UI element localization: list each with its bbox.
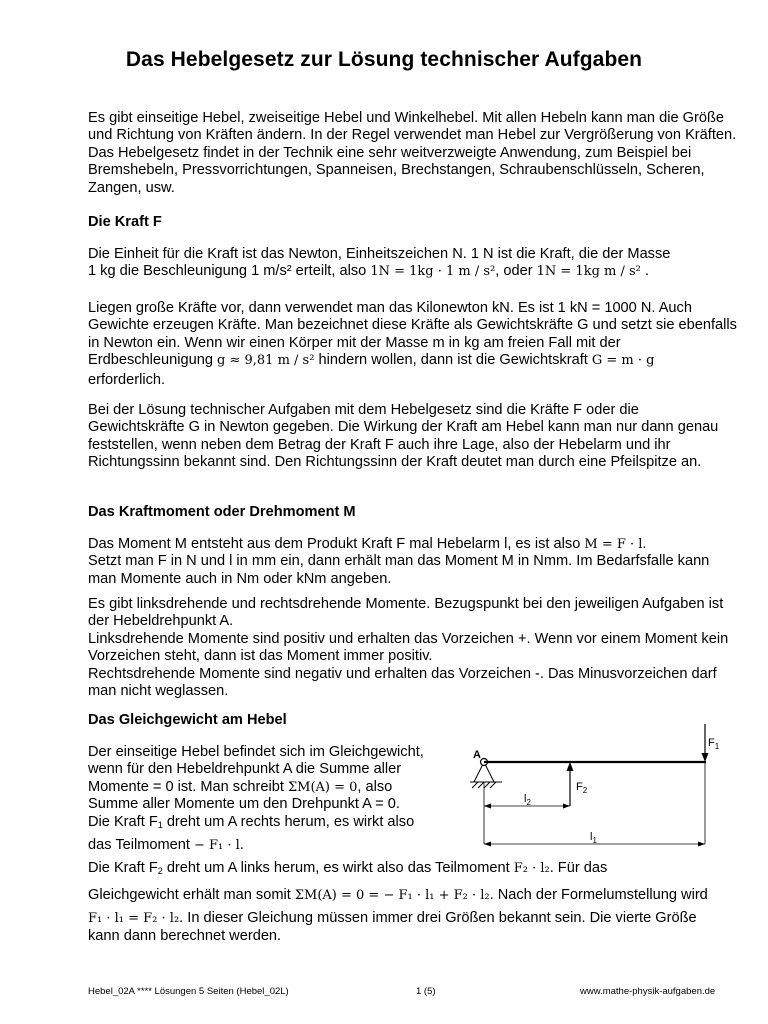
force-f2-subscript: 2 (582, 786, 588, 795)
text-span: . In dieser Gleichung müssen immer drei Größen bekannt sein. Die vierte Größe (179, 910, 697, 927)
dimension-l1-label (590, 831, 597, 845)
pivot-label: A (473, 749, 481, 761)
kraft-p1-line1: Die Einheit für die Kraft ist das Newton, Einheitszeichen N. 1 N ist die Kraft, die der Masse (88, 246, 671, 262)
dimension-l2-subscript: 2 (526, 798, 531, 807)
kraft-paragraph-2 (88, 300, 738, 389)
gleich-line2: wenn für den Hebeldrehpunkt A die Summe aller (88, 761, 402, 778)
text-span: , also (357, 778, 393, 795)
heading-gleichgewicht: Das Gleichgewicht am Hebel (88, 712, 287, 728)
force-f1-arrowhead (702, 753, 709, 762)
text-span: . (642, 536, 647, 552)
intro-paragraph: Es gibt einseitige Hebel, zweiseitige Hebel und Winkelhebel. Mit allen Hebeln kann man die Größe und Richtung von Kräften ändern. In der Regel verwendet man Hebel zur Vergrößerung von Kräften. Das Hebelgesetz findet in der Technik eine sehr weitverzweigte Anwendung, zum Beispiel bei Bremshebeln, Pressvorrichtungen, Spanneisen, Brechstangen, Schraubenschlüsseln, Scheren, Zangen, usw. (88, 110, 737, 196)
gleich-line8 (88, 887, 738, 904)
moment-paragraph-1 (88, 536, 738, 588)
formula-g: g ≈ 9,81 m / s² (217, 353, 315, 369)
text-span: Liegen große Kräfte vor, dann verwendet man das Kilonewton kN. Es ist 1 kN = 1000 N. Auch Gewichte erzeugen Kräfte. Man bezeichnet diese Kräfte als Gewichtskräfte G und setzt sie ebenfalls in Newton ein. Wenn wir einen Körper mit der Masse m in kg am freien Fall mit der Erdbeschleunigung (88, 300, 737, 369)
gleich-line10: kann dann berechnet werden. (88, 927, 282, 944)
text-span: Die Kraft F (88, 813, 158, 830)
kraft-paragraph-1 (88, 246, 738, 281)
footer-page-number: 1 (5) (416, 986, 436, 997)
force-f2-arrowhead (567, 762, 574, 771)
text-span: Gleichgewicht erhält man somit (88, 886, 295, 903)
dimension-l1-arrow-right (698, 842, 705, 847)
heading-kraft: Die Kraft F (88, 214, 162, 230)
formula-1n-a: 1N = 1kg · 1 m / s² (370, 264, 496, 280)
text-span: . Für das (549, 860, 608, 877)
kraft-p1-line2 (88, 263, 738, 280)
force-f1-label (708, 737, 720, 751)
dimension-l1-letter: l (590, 831, 593, 843)
formula-equilibrium: ΣM(A) = 0 = − F₁ · l₁ + F₂ · l₂ (294, 887, 490, 903)
dimension-l2-label (524, 793, 531, 807)
moment-p2-line3: Rechtsdrehende Momente sind negativ und erhalten das Vorzeichen -. Das Minusvorzeichen darf man nicht weglassen. (88, 665, 717, 700)
moment-paragraph-2 (88, 596, 738, 700)
lever-diagram (462, 722, 732, 850)
subscript: 2 (157, 866, 163, 877)
gleich-line1: Der einseitige Hebel befindet sich im Gleichgewicht, (88, 744, 424, 760)
page-title: Das Hebelgesetz zur Lösung technischer Aufgaben (125, 48, 643, 71)
dimension-l1-subscript: 1 (592, 836, 597, 845)
text-span: das Teilmoment (88, 837, 194, 854)
formula-teilmoment-2: F₂ · l₂ (513, 861, 550, 877)
kraft-p2-end: erforderlich. (88, 371, 166, 388)
formula-moment: M = F · l (584, 537, 643, 552)
dimension-l2-letter: l (524, 793, 527, 805)
dimension-l2-arrow-right (563, 804, 570, 809)
text-span: Die Kraft F (88, 860, 158, 877)
moment-p2-line1: Es gibt linksdrehende und rechtsdrehende Momente. Bezugspunkt bei den jeweiligen Aufgaben ist der Hebeldrehpunkt A. (88, 596, 724, 630)
text-span: 1 kg die Beschleunigung 1 m/s² erteilt, also (88, 263, 371, 280)
text-span: . Nach der Formelumstellung wird (489, 886, 708, 903)
formula-sum-moments: ΣM(A) = 0 (287, 779, 358, 795)
kraft-paragraph-3: Bei der Lösung technischer Aufgaben mit dem Hebelgesetz sind die Kräfte F oder die Gewichtskräfte G in Newton gegeben. Die Wirkung der Kraft am Hebel kann man nur dann genau feststellen, wenn neben dem Betrag der Kraft F auch ihre Lage, also der Hebelarm und ihr Richtungssinn bekannt sind. Den Richtungssinn der Kraft deutet man durch eine Pfeilspitze an. (88, 402, 719, 471)
heading-moment: Das Kraftmoment oder Drehmoment M (88, 504, 356, 520)
text-span: dreht um A links herum, es wirkt also das Teilmoment (162, 860, 514, 877)
text-span: . (640, 263, 649, 280)
formula-gewichtskraft: G = m · g (591, 353, 655, 369)
formula-1n-b: 1N = 1kg m / s² (536, 264, 641, 280)
footer-website: www.mathe-physik-aufgaben.de (580, 986, 716, 997)
moment-p2-line2: Linksdrehende Momente sind positiv und erhalten das Vorzeichen +. Wenn vor einem Moment kein Vorzeichen steht, dann ist das Moment immer positiv. (88, 630, 729, 665)
text-span: dreht um A rechts herum, es wirkt also (162, 813, 415, 830)
support-hatching (470, 782, 502, 788)
gleich-line7 (88, 860, 738, 880)
moment-p1-cont: Setzt man F in N und l in mm ein, dann erhält man das Moment M in Nmm. Im Bedarfsfalle kann man Momente auch in Nm oder kNm angeben. (88, 553, 710, 587)
subscript: 1 (157, 819, 163, 830)
text-span: Das Moment M entsteht aus dem Produkt Kraft F mal Hebelarm l, es ist also (88, 536, 585, 552)
force-f1-subscript: 1 (714, 742, 720, 751)
gleich-line9 (88, 910, 738, 927)
force-f2-letter: F (576, 781, 583, 793)
text-span: Momente = 0 ist. Man schreibt (88, 778, 288, 795)
formula-teilmoment-1: − F₁ · l. (194, 838, 244, 854)
force-f2-label (576, 781, 588, 795)
footer-left: Hebel_02A **** Lösungen 5 Seiten (Hebel_02L) (88, 986, 289, 997)
dimension-l2-arrow-left (484, 804, 491, 809)
text-span: , oder (495, 263, 537, 280)
force-f1-letter: F (708, 737, 715, 749)
dimension-l1-arrow-left (484, 842, 491, 847)
text-span: hindern wollen, dann ist die Gewichtskraft (314, 352, 592, 369)
formula-hebelgesetz: F₁ · l₁ = F₂ · l₂ (88, 911, 180, 927)
gleich-line4: Summe aller Momente um den Drehpunkt A = 0. (88, 796, 400, 813)
